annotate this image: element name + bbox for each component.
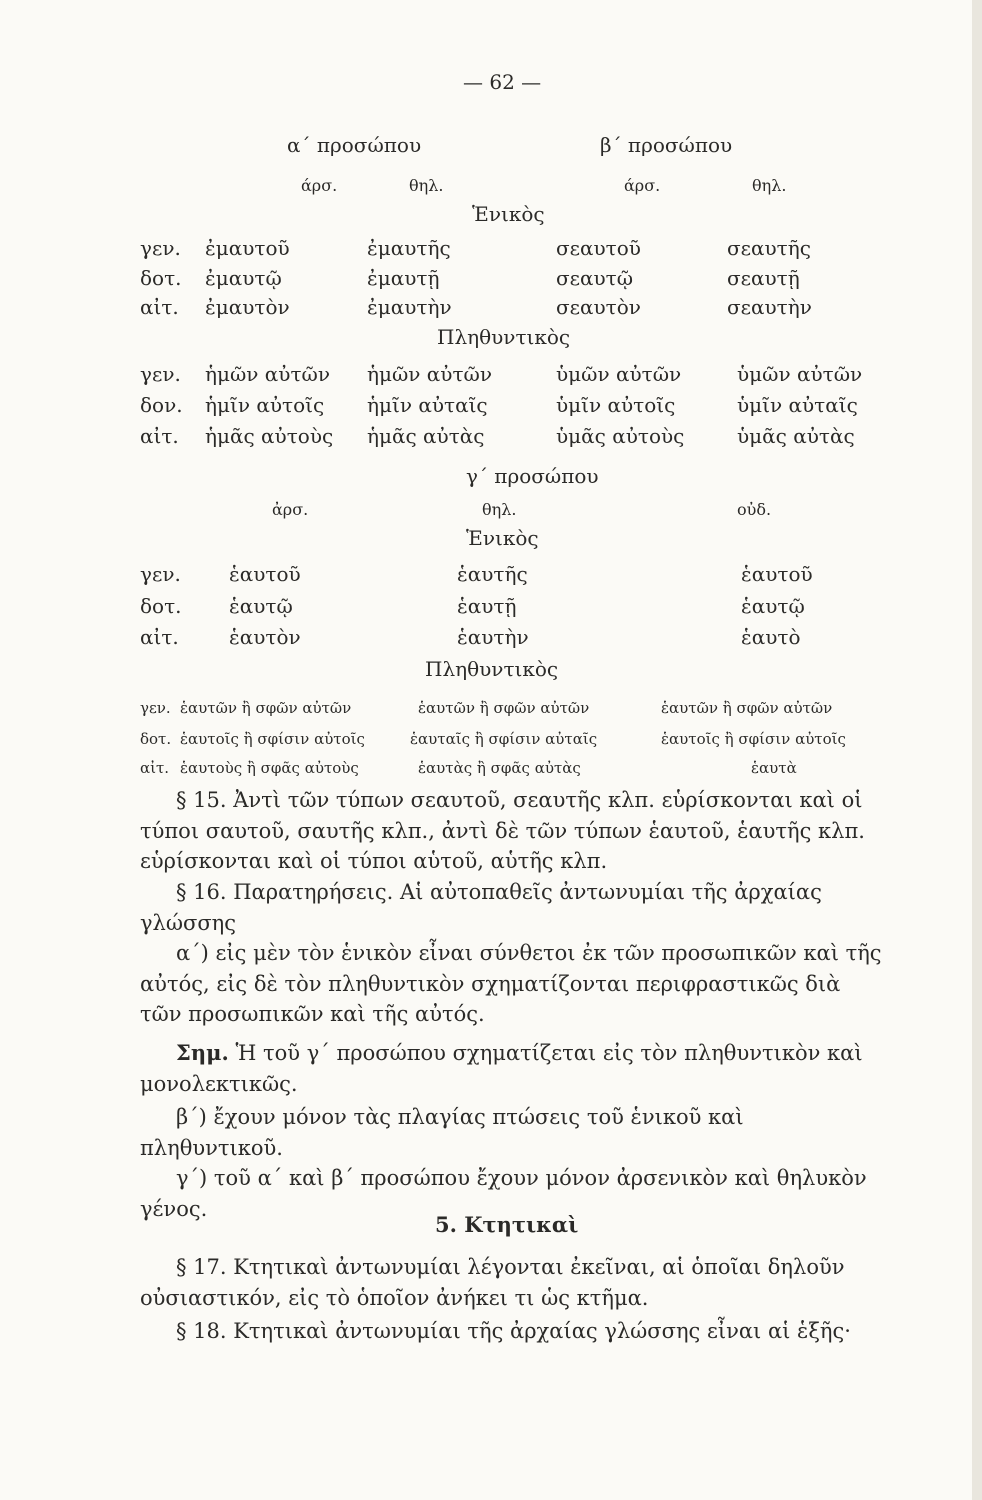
form-cell: ἑαυτῶν ἢ σφῶν αὐτῶν — [418, 699, 590, 717]
form-cell: ἡμῖν αὐτοῖς — [205, 393, 325, 417]
note-text: Ἡ τοῦ γ΄ προσώπου σχηματίζεται εἰς τὸν πληθυντικὸν καὶ μονολεκτικῶς. — [140, 1041, 863, 1096]
form-cell: ἡμᾶς αὐτοὺς — [205, 424, 334, 448]
form-cell: ἐμαυτῇ — [367, 266, 440, 290]
gender-fem-3: θηλ. — [482, 500, 517, 519]
form-cell: ἑαυτὸν — [229, 625, 301, 649]
form-cell: ἐμαυτῆς — [367, 236, 451, 260]
case-label: αἰτ. — [140, 625, 179, 649]
form-cell: σεαυτῷ — [556, 266, 634, 290]
form-cell: ὑμᾶς αὐτὰς — [737, 424, 855, 448]
case-label: δοτ. — [140, 730, 172, 748]
form-cell: ἑαυταῖς ἢ σφίσιν αὐταῖς — [410, 730, 598, 748]
form-cell: σεαυτοῦ — [556, 236, 641, 260]
section-heading: 5. Κτητικαὶ — [435, 1212, 579, 1237]
header-third-person: γ΄ προσώπου — [466, 464, 599, 488]
form-cell: ὑμᾶς αὐτοὺς — [556, 424, 685, 448]
form-cell: ἡμῶν αὐτῶν — [205, 362, 330, 386]
case-label: γεν. — [140, 236, 181, 260]
form-cell: ἑαυτῆς — [457, 562, 528, 586]
header-first-person: α΄ προσώπου — [287, 133, 422, 157]
note-label: Σημ. — [176, 1040, 229, 1065]
header-second-person: β΄ προσώπου — [600, 133, 733, 157]
gender-masc-2: άρσ. — [624, 176, 661, 195]
gender-masc-1: άρσ. — [301, 176, 338, 195]
gender-fem-1: θηλ. — [409, 176, 444, 195]
form-cell: ἑαυτοῖς ἢ σφίσιν αὐτοῖς — [180, 730, 365, 748]
form-cell: ὑμῖν αὐτοῖς — [556, 393, 676, 417]
form-cell: ὑμῶν αὐτῶν — [737, 362, 863, 386]
note-alpha: α΄) εἰς μὲν τὸν ἑνικὸν εἶναι σύνθετοι ἐκ τῶν προσωπικῶν καὶ τῆς αὐτός, εἰς δὲ τὸν πληθυντικὸν σχηματίζονται περιφραστικῶς διὰ τῶν προσωπικῶν καὶ τῆς αὐτός. — [140, 941, 882, 1026]
gender-fem-2: θηλ. — [752, 176, 787, 195]
form-cell: ἑαυτοῦ — [741, 562, 813, 586]
section-17: § 17. Κτητικαὶ ἀντωνυμίαι λέγονται ἐκεῖναι, αἱ ὁποῖαι δηλοῦν οὐσιαστικόν, εἰς τὸ ὁποῖον ἀνήκει τι ὡς κτῆμα. — [140, 1255, 845, 1310]
page-number: — 62 — — [463, 70, 542, 94]
note-gamma: γ΄) τοῦ α΄ καὶ β΄ προσώπου ἔχουν μόνον ἀρσενικὸν καὶ θηλυκὸν γένος. — [140, 1166, 867, 1221]
section-16: § 16. Παρατηρήσεις. Αἱ αὐτοπαθεῖς ἀντωνυμίαι τῆς ἀρχαίας γλώσσης — [140, 880, 822, 935]
form-cell: ὑμῖν αὐταῖς — [737, 393, 858, 417]
form-cell: ἡμῖν αὐταῖς — [367, 393, 488, 417]
form-cell: ἐμαυτῷ — [205, 266, 282, 290]
section-18: § 18. Κτητικαὶ ἀντωνυμίαι τῆς ἀρχαίας γλώσσης εἶναι αἱ ἑξῆς· — [176, 1319, 851, 1343]
form-cell: ἑαυτῶν ἢ σφῶν αὐτῶν — [661, 699, 833, 717]
form-cell: ἑαυτῷ — [229, 594, 293, 618]
case-label: δοτ. — [140, 266, 182, 290]
form-cell: ἑαυτῇ — [457, 594, 517, 618]
case-label: αἰτ. — [140, 424, 179, 448]
form-cell: ἡμᾶς αὐτὰς — [367, 424, 485, 448]
form-cell: ἐμαυτὸν — [205, 295, 290, 319]
form-cell: ἑαυτὰς ἢ σφᾶς αὐτὰς — [418, 759, 581, 777]
case-label: δοτ. — [140, 594, 182, 618]
form-cell: ἡμῶν αὐτῶν — [367, 362, 492, 386]
form-cell: σεαυτῇ — [727, 266, 800, 290]
singular-title-1: Ἑνικὸς — [472, 202, 545, 226]
case-label: γεν. — [140, 699, 171, 717]
form-cell: ὑμῶν αὐτῶν — [556, 362, 682, 386]
form-cell: ἑαυτὸ — [741, 625, 801, 649]
form-cell: ἑαυτῷ — [741, 594, 805, 618]
form-cell: ἑαυτοῦ — [229, 562, 301, 586]
note-beta: β΄) ἔχουν μόνον τὰς πλαγίας πτώσεις τοῦ ἑνικοῦ καὶ πληθυντικοῦ. — [140, 1105, 744, 1160]
form-cell: σεαυτὴν — [727, 295, 812, 319]
form-cell: ἐμαυτὴν — [367, 295, 452, 319]
plural-title-1: Πληθυντικὸς — [437, 325, 571, 349]
form-cell: σεαυτῆς — [727, 236, 811, 260]
case-label: αἰτ. — [140, 759, 170, 777]
case-label: γεν. — [140, 362, 181, 386]
form-cell: ἑαυτὴν — [457, 625, 529, 649]
form-cell: ἑαυτῶν ἢ σφῶν αὐτῶν — [180, 699, 352, 717]
plural-title-2: Πληθυντικὸς — [425, 657, 559, 681]
gender-masc-3: ἀρσ. — [272, 500, 309, 519]
case-label: αἰτ. — [140, 295, 179, 319]
gender-neut-3: οὐδ. — [737, 500, 772, 519]
section-15: § 15. Ἀντὶ τῶν τύπων σεαυτοῦ, σεαυτῆς κλπ. εὑρίσκονται καὶ οἱ τύποι σαυτοῦ, σαυτῆς κλπ., ἀντὶ δὲ τῶν τύπων ἑαυτοῦ, ἑαυτῆς κλπ. εὑρίσκονται καὶ οἱ τύποι αὑτοῦ, αὑτῆς κλπ. — [140, 788, 865, 873]
singular-title-2: Ἑνικὸς — [466, 526, 539, 550]
form-cell: σεαυτὸν — [556, 295, 641, 319]
form-cell: ἐμαυτοῦ — [205, 236, 290, 260]
form-cell: ἑαυτοῖς ἢ σφίσιν αὐτοῖς — [661, 730, 846, 748]
note-paragraph — [140, 1038, 886, 1099]
page-edge-shadow — [972, 0, 982, 1500]
case-label: γεν. — [140, 562, 181, 586]
form-cell: ἑαυτὰ — [751, 759, 797, 777]
case-label: δον. — [140, 393, 183, 417]
form-cell: ἑαυτοὺς ἢ σφᾶς αὐτοὺς — [180, 759, 359, 777]
